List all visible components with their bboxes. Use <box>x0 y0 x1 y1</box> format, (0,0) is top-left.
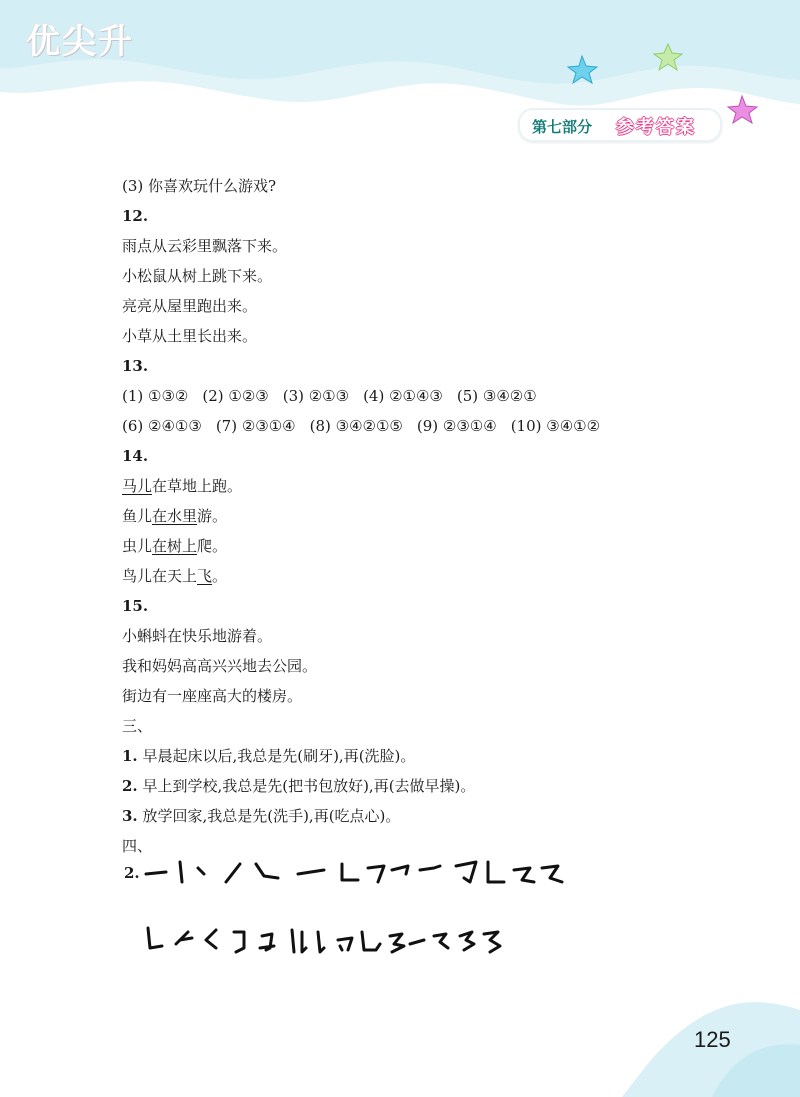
answer-text: 鱼儿 <box>122 507 153 525</box>
answer-line: 小草从土里长出来。 <box>122 327 258 345</box>
sequence-answer: (9) ②③①④ <box>416 417 497 435</box>
answer-line: 小蝌蚪在快乐地游着。 <box>122 627 273 645</box>
section-heading: 三、 <box>122 717 153 735</box>
answer-text: 。 <box>212 567 228 585</box>
answer-text: 早上到学校,我总是先(把书包放好),再(去做早操)。 <box>142 777 476 795</box>
sequence-answer: (5) ③④②① <box>456 387 537 405</box>
question-number: 12. <box>122 207 149 225</box>
question-number: 14. <box>122 447 149 465</box>
sequence-answer: (7) ②③①④ <box>215 417 296 435</box>
brand-logo: 优尖升 <box>26 22 134 62</box>
handwritten-strokes-row-2 <box>140 918 540 962</box>
answer-line <box>122 531 742 561</box>
page-number: 125 <box>694 1027 731 1052</box>
handwritten-strokes-row-1 <box>122 848 582 896</box>
answer-text: 鸟儿在天上 <box>122 567 198 585</box>
answer-text: 爬。 <box>197 537 228 555</box>
answer-line <box>122 501 742 531</box>
answer-line: (3) 你喜欢玩什么游戏? <box>122 177 277 195</box>
question-number: 3. <box>122 807 138 825</box>
answer-line: 我和妈妈高高兴兴地去公园。 <box>122 657 318 675</box>
sequence-answer: (8) ③④②①⑤ <box>309 417 403 435</box>
section-tab <box>518 108 722 142</box>
sequence-row <box>122 381 742 411</box>
answer-text: 放学回家,我总是先(洗手),再(吃点心)。 <box>142 807 401 825</box>
question-number: 1. <box>122 747 138 765</box>
underlined-answer: 飞 <box>197 567 213 585</box>
answer-line: 街边有一座座高大的楼房。 <box>122 687 303 705</box>
sequence-row <box>122 411 742 441</box>
question-number: 2. <box>124 864 140 882</box>
sequence-answer: (3) ②①③ <box>282 387 350 405</box>
question-number: 2. <box>122 777 138 795</box>
sequence-answer: (2) ①②③ <box>202 387 269 405</box>
answer-text: 在草地上跑。 <box>152 477 243 495</box>
sequence-answer: (1) ①③② <box>122 387 189 405</box>
answer-text: 游。 <box>197 507 228 525</box>
question-number: 15. <box>122 597 149 615</box>
question-number: 13. <box>122 357 149 375</box>
section-title: 参考答案 <box>616 117 696 138</box>
answer-line: 雨点从云彩里飘落下来。 <box>122 237 288 255</box>
answer-text: 早晨起床以后,我总是先(刷牙),再(洗脸)。 <box>142 747 416 765</box>
underlined-answer: 在树上 <box>152 537 198 555</box>
answer-text: 虫儿 <box>122 537 153 555</box>
answer-line <box>122 771 742 801</box>
answer-line <box>122 801 742 831</box>
answer-line: 亮亮从屋里跑出来。 <box>122 297 258 315</box>
star-icon <box>728 96 757 123</box>
answer-line <box>122 741 742 771</box>
answer-line: 小松鼠从树上跳下来。 <box>122 267 273 285</box>
section-heading: 四、 <box>122 837 153 855</box>
sequence-answer: (4) ②①④③ <box>363 387 443 405</box>
underlined-answer: 马儿 <box>122 477 153 495</box>
underlined-answer: 在水里 <box>152 507 198 525</box>
sequence-answer: (6) ②④①③ <box>122 417 202 435</box>
part-label: 第七部分 <box>532 118 593 136</box>
answer-line <box>122 471 742 501</box>
answer-line <box>122 561 742 591</box>
answer-content <box>122 171 742 861</box>
sequence-answer: (10) ③④①② <box>510 417 601 435</box>
